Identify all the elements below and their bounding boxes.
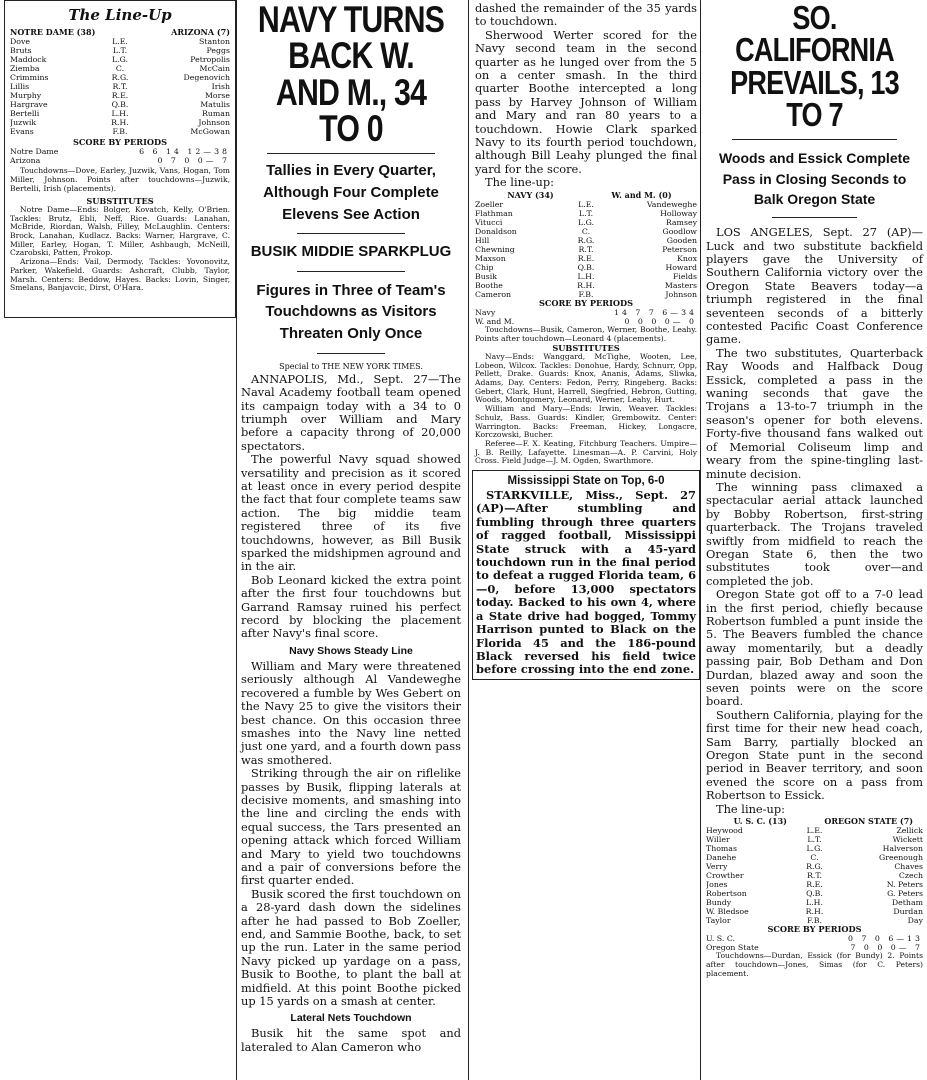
lineup-row [706,880,923,889]
substitutes-home: Navy—Ends: Wanggard, McTighe, Wooten, Lee, Lobeon, Wilcox. Tackles: Donohue, Hardy, Schnurr, Opp, Pellett, Drake. Guards: Knox, Ananis, Adams, Sliwka, Adams, Day. Centers: Fedon, Perry, Ringeberg. Backs: Gebert, Clark, Hunt, Harrell, Siegfried, Hebron, Gutting, Woods, Montgomery, Leonard, Werner, Leahy, Hurt. [475,351,697,405]
player-away: Morse [204,91,230,100]
player-home: Busik [475,271,497,281]
lineup-row [10,55,230,64]
navy-deck-3: Figures in Three of Team's Touchdowns as Visitors Threaten Only Once [256,281,446,342]
player-home: Ziemba [10,64,40,73]
usc-lineup-intro: The line-up: [716,801,785,816]
position: L.E. [578,199,594,209]
navy-paragraph: Busik hit the same spot and lateraled to Alan Cameron who [241,1026,461,1054]
team-home-header: U. S. C. (13) [733,816,787,827]
player-away: Fields [672,271,697,281]
subs-title: SUBSTITUTES [552,342,620,353]
position: L.T. [578,208,594,218]
score-rows [475,308,697,326]
usc-paragraph: Oregon State got off to a 7-0 lead in the first period, chiefly because Robertson fumbled a punt inside the 5. The Beavers fumbled the chance away momentarily, but a deadly passing pair, Bob Detham and Don Durdan, blazed away and soon the seven points were on the score board. [706,587,923,709]
score-row [475,308,697,317]
score-team: Notre Dame [10,147,59,157]
deck-rule [772,217,857,218]
navy-paragraph: Bob Leonard kicked the extra point after the first four touchdowns but Garrand Ramsay ruined his perfect record by blocking the placement after Navy's final score. [241,572,461,641]
navy-paragraph: Striking through the air on riflelike passes by Busik, flipping laterals at decisive moments, and smashing into the line and circling the ends with equal success, the Tars presented an opening attack which forced William and Mary to yield two touchdowns and a pair of conversions before the first quarter ended. [241,766,461,888]
score-team: W. and M. [475,317,515,327]
usc-paragraph: Southern California, playing for the first time for their new head coach, Sam Barry, partially blocked an Oregon State punt in the second period in Beaver territory, and soon evened the score on a pass from Robertson to Essick. [706,707,923,803]
score-values: 7 0 0 0— 7 [850,943,923,953]
navy-special-credit: Special to THE NEW YORK TIMES. [279,361,423,371]
score-title: SCORE BY PERIODS [767,924,862,935]
navy-headline: NAVY TURNS BACK W. AND M., 34 TO 0 [257,0,445,149]
lineup-row [10,64,230,73]
lineup-row [475,254,697,263]
lineup-row [10,91,230,100]
navy-subhead: Lateral Nets Touchdown [290,1012,412,1025]
position: R.H. [805,907,824,917]
officials: Referee—F. X. Keating, Fitchburg Teachers. Umpire—J. B. Reilly, Lafayette. Linesman—A. P. Carvini, Holy Cross. Field Judge—J. M. Ogden, Swarthmore. [475,438,697,466]
position: R.T. [807,871,822,881]
player-away: Greenough [879,853,923,863]
player-away: Detham [891,898,923,908]
player-away: Gooden [666,235,697,245]
player-home: Flathman [475,208,513,218]
player-home: W. Bledsoe [706,907,749,917]
position: L.T. [807,835,822,845]
position: Q.B. [111,100,129,109]
player-home: Crimmins [10,73,49,82]
position: R.E. [111,91,129,100]
navy-deck-2: BUSIK MIDDIE SPARKPLUG [250,243,452,261]
substitutes-away: Arizona—Ends: Vail, Dermody. Tackles: Yovonovitz, Parker, Wakefield. Guards: Ashcraft, Clubb, Taylor, Marsh. Centers: Beddow, Hayes. Backs: Lovin, Singer, Smelans, Banjavcic, Dirst, O'Hara. [10,257,230,293]
player-home: Heywood [706,826,743,836]
lineup-row [706,826,923,835]
substitutes-home: Notre Dame—Ends: Bolger, Kovatch, Kelly, O'Brien. Tackles: Brutz, Ebli, Neff, Rice. Guards: Lanahan, McBride, Riordan, Walsh, Filley, McLaughlin. Centers: Brock, Lanahan, Kudlacz. Backs: Warner, Hargrave, C. Miller, Earley, Hogan, T. Miller, Ashbaugh, McNeill, Czarobski, Patten, Prokop. [10,204,230,258]
lineup-rows [706,826,923,925]
position: R.G. [806,862,823,872]
player-home: Danehe [706,853,737,863]
player-away: McGowan [190,127,230,136]
position: C. [115,64,125,73]
player-away: Holloway [660,208,697,218]
lineup-row [706,889,923,898]
usc-paragraph: LOS ANGELES, Sept. 27 (AP)—Luck and two substitute backfield players gave the University of Southern California victory over the Oregon State Beavers today—a triumph registered in the final seventeen seconds of a bitterly contested Pacific Coast Conference game. [706,225,923,347]
score-team: U. S. C. [706,934,735,944]
mississippi-paragraph: STARKVILLE, Miss., Sept. 27 (AP)—After stumbling and fumbling through three quarters of ragged football, Mississippi State struck with a 45-yard touchdown run in the final period to defeat a rugged Florida team, 6—0, before 13,000 spectators today. Backed to his own 4, where a State drive had bogged, Tommy Harrison punted to Black on the Florida 45 and the 186-pound Black reversed his field twice before crossing into the end zone. [476,488,696,677]
player-away: Vandeweghe [646,199,697,209]
lineup-row [706,835,923,844]
score-values: 0 0 0 0— 0 [624,317,697,327]
team-away-header: W. and M. (0) [611,189,672,200]
player-away: Day [907,916,923,926]
usc-deck: Woods and Essick Complete Pass in Closing Seconds to Balk Oregon State [718,150,911,207]
lineup-row [475,218,697,227]
lineup-row [475,263,697,272]
position: L.G. [111,55,129,64]
score-row [10,147,230,156]
player-away: Howard [665,262,697,272]
player-home: Hargrave [10,100,48,109]
player-home: Maddock [10,55,47,64]
player-away: Stanton [198,37,230,46]
team-away-header: OREGON STATE (7) [824,816,914,827]
score-values: 6 6 14 12—38 [139,147,230,157]
player-away: Peggs [206,46,230,55]
position: L.T. [112,46,128,55]
navy-paragraph: The powerful Navy squad showed versatility and precision as it scored at least once in every period despite the fact that four complete teams saw action. The big middie team registered three of its five touchdowns, however, as Bill Busik sparked the midshipmen aground and in the air. [241,452,461,574]
position: R.E. [577,253,595,263]
position: R.T. [578,244,594,254]
player-home: Donaldson [475,226,517,236]
lineup-row [706,907,923,916]
position: C. [810,853,819,863]
position: Q.B. [577,262,595,272]
player-home: Maxson [475,253,506,263]
notre-dame-lineup-box [4,0,236,318]
player-home: Lillis [10,82,30,91]
position: L.H. [577,271,595,281]
player-away: Goodlow [662,226,697,236]
score-row [706,934,923,943]
position: L.E. [806,826,823,836]
player-away: Zellick [896,826,923,836]
lineup-row [706,844,923,853]
player-away: Degenovich [183,73,230,82]
column-rule [700,0,701,1080]
lineup-row [475,236,697,245]
subs-title: SUBSTITUTES [86,195,154,206]
navy-paragraph: ANNAPOLIS, Md., Sept. 27—The Naval Academy football team opened its campaign today with a 34 to 0 triumph over William and Mary before a capacity throng of 20,000 spectators. [241,371,461,453]
score-values: 14 7 7 6—34 [614,308,697,318]
player-away: Irish [211,82,230,91]
position: F.B. [807,916,822,926]
usc-story [702,0,927,1000]
lineup-row [475,209,697,218]
navy-lineup-intro: The line-up: [485,175,554,190]
navy-paragraph: Sherwood Werter scored for the Navy second team in the second quarter as he lunged over from the 5 on a center smash. In the third quarter Boothe intercepted a long pass by Harvey Johnson of William and Mary and ran 80 years to a touchdown. Howie Clark sparked Navy to its fourth period touchdown, although Bill Leahy plunged the final yard for the score. [475,27,697,176]
position: F.B. [112,127,128,136]
player-home: Thomas [706,844,737,854]
player-home: Murphy [10,91,42,100]
player-home: Cameron [475,289,512,299]
player-home: Evans [10,127,34,136]
lineup-row [10,46,230,55]
position: L.G. [806,844,823,854]
player-away: Johnson [665,289,697,299]
lineup-row [706,853,923,862]
score-rows [706,934,923,952]
lineup-row [475,245,697,254]
position: F.B. [578,289,594,299]
player-away: Durdan [893,907,923,917]
lineup-row [706,871,923,880]
player-away: Petropolis [190,55,230,64]
lineup-header [475,190,697,200]
lineup-rows [10,37,230,136]
position: C. [581,226,591,236]
player-away: McCain [199,64,230,73]
column-rule [468,0,469,1080]
navy-paragraph: William and Mary were threatened seriously although Al Vandeweghe recovered a fumble by Wes Gebert on the Navy 25 to give the visitors their best chance. On this occasion three smashes into the Navy line netted just one yard, and a fourth down pass was smothered. [241,658,461,767]
navy-subhead: Navy Shows Steady Line [289,644,413,657]
navy-paragraph: Busik scored the first touchdown on a 28-yard dash down the sidelines after he had passed to Bob Zoeller, end, and Sammie Boothe, back, to set up the run. Later in the same period Navy picked up yardage on a pass, Busik to Boothe, to plant the ball at midfield. At this point Boothe picked up 15 yards on a smash at center. [241,886,461,1009]
player-home: Boothe [475,280,503,290]
position: L.G. [577,217,595,227]
scoring-summary: Touchdowns—Busik, Cameron, Werner, Boothe, Leahy. Points after touchdown—Leonard 4 (placements). [475,325,697,343]
lineup-row [475,227,697,236]
position: R.T. [112,82,128,91]
player-away: Chaves [894,862,923,872]
player-home: Verry [706,862,728,872]
position: L.E. [112,37,128,46]
player-home: Chip [475,262,494,272]
player-away: Halverson [882,844,923,854]
position: L.H. [806,898,823,908]
usc-paragraph: The two substitutes, Quarterback Ray Woods and Halfback Doug Essick, completed a pass in the waning seconds that gave the Trojans a 13-to-7 triumph in the season's opener for both elevens. Forty-five thousand fans walked out of Memorial Coliseum limp and weary from the spine-tingling last-minute decision. [706,345,923,481]
player-home: Crowther [706,871,744,881]
usc-headline: SO. CALIFORNIA PREVAILS, 13 TO 7 [730,0,899,133]
lineup-row [10,109,230,118]
team-home-header: NOTRE DAME (38) [10,27,96,37]
player-home: Hill [475,235,490,245]
mississippi-state-box [472,470,700,680]
score-team: Oregon State [706,943,759,953]
lineup-header [706,816,923,826]
player-away: Ruman [202,109,230,118]
player-home: Bertelli [10,109,40,118]
lineup-header [10,27,230,37]
deck-rule [317,353,385,354]
lineup-row [10,100,230,109]
player-home: Vitucci [475,217,503,227]
score-values: 0 7 0 6—13 [848,934,923,944]
player-away: Knox [677,253,697,263]
score-team: Navy [475,308,496,318]
score-title: SCORE BY PERIODS [72,137,168,147]
lineup-row [475,200,697,209]
player-home: Bruts [10,46,32,55]
lineup-row [10,118,230,127]
navy-story [237,0,465,1080]
lineup-row [475,281,697,290]
player-home: Chewning [475,244,515,254]
player-home: Juzwik [10,118,37,127]
player-away: Czech [898,871,923,881]
player-away: Masters [664,280,697,290]
position: Q.B. [806,889,823,899]
deck-rule [297,233,405,234]
lineup-row [10,37,230,46]
player-away: G. Peters [887,889,923,899]
navy-deck-1: Tallies in Every Quarter, Although Four Complete Elevens See Action [263,162,439,223]
position: R.G. [111,73,129,82]
lineup-row [10,82,230,91]
team-away-header: ARIZONA (7) [171,27,230,37]
player-home: Robertson [706,889,747,899]
usc-paragraph: The winning pass climaxed a spectacular aerial attack launched by Bobby Robertson, first-string quarterback. The Trojans traveled swiftly from midfield to reach the Oregan State 6, then the two substitutes took over—and completed the job. [706,479,923,588]
navy-paragraph: dashed the remainder of the 35 yards to touchdown. [475,1,697,29]
player-home: Dove [10,37,30,46]
headline-rule [732,139,897,140]
player-home: Zoeller [475,199,504,209]
team-home-header: NAVY (34) [507,189,554,200]
player-away: Peterson [662,244,697,254]
player-away: Ramsey [665,217,697,227]
lineup-row [10,73,230,82]
player-away: Johnson [198,118,230,127]
player-home: Jones [706,880,728,890]
navy-continued-column [472,0,700,744]
player-away: N. Peters [886,880,923,890]
position: R.E. [806,880,823,890]
score-row [10,156,230,165]
scoring-summary: Touchdowns—Durdan, Essick (for Bundy) 2. Points after touchdown—Jones, Simas (for C. Peters) placement. [706,951,923,978]
player-away: Matulis [200,100,230,109]
score-rows [10,147,230,165]
position: R.G. [577,235,595,245]
deck-rule [297,271,405,272]
mississippi-headline: Mississippi State on Top, 6-0 [507,475,665,488]
score-team: Arizona [10,156,41,166]
score-values: 0 7 0 0— 7 [157,156,230,166]
lineup-row [475,272,697,281]
scoring-summary: Touchdowns—Dove, Earley, Juzwik, Vans, Hogan, Tom Miller, Johnson. Points after touchdowns—Juzwik, Bertelli, Irish (placements). [10,166,230,193]
position: R.H. [577,280,595,290]
lineup-rows [475,200,697,299]
substitutes-away: William and Mary—Ends: Irwin, Weaver. Tackles: Schulz, Bass. Guards: Kindler, Grembowitz. Center: Warrington. Backs: Freeman, Hickey, Longacre, Korczowski, Bucher. [475,404,697,440]
player-home: Taylor [706,916,731,926]
lineup-row [706,898,923,907]
lineup-row [706,862,923,871]
lineup-box-title: The Line-Up [68,6,172,24]
headline-rule [267,153,435,154]
player-home: Bundy [706,898,732,908]
score-title: SCORE BY PERIODS [538,297,634,308]
position: R.H. [111,118,129,127]
player-home: Willer [706,835,730,845]
player-away: Wickett [892,835,923,845]
lineup-row [10,127,230,136]
position: L.H. [111,109,129,118]
